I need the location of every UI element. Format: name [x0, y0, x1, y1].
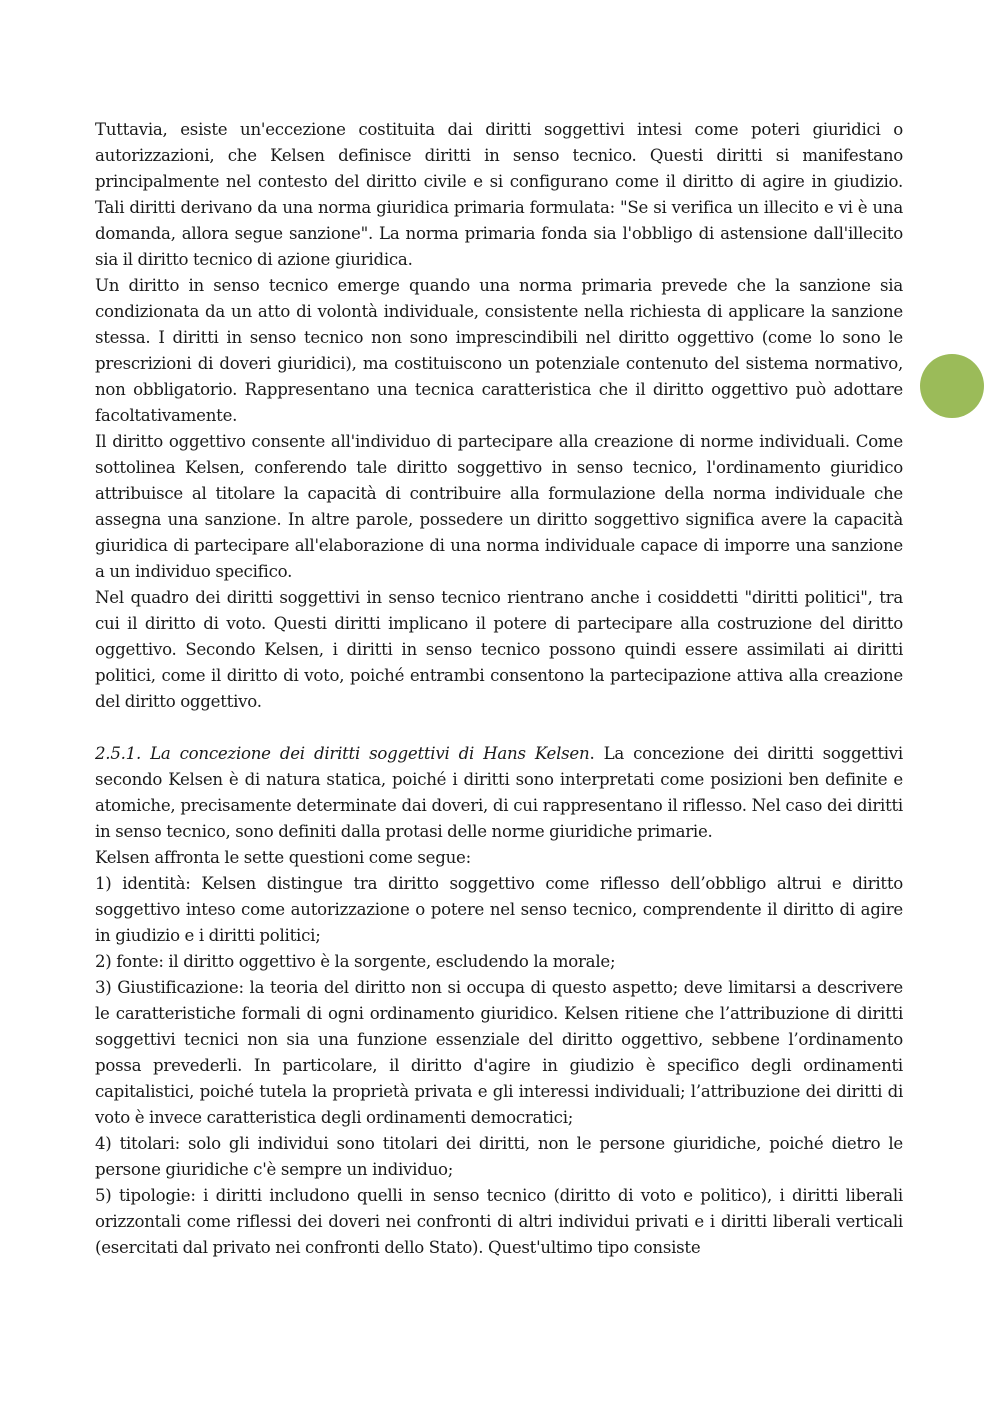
- list-item: 1) identità: Kelsen distingue tra diritto soggettivo come riflesso dell’obbligo altrui e diritto soggettivo inteso come autorizzazione o potere nel senso tecnico, comprendente il diritto di agire in giudizio e i diritti politici;: [95, 874, 903, 945]
- paragraph: Il diritto oggettivo consente all'individuo di partecipare alla creazione di norme individuali. Come sottolinea Kelsen, conferendo tale diritto soggettivo in senso tecnico, l'ordinamento giuridico attribuisce al titolare la capacità di contribuire alla formulazione della norma individuale che assegna una sanzione. In altre parole, possedere un diritto soggettivo significa avere la capacità giuridica di partecipare all'elaborazione di una norma individuale capace di imporre una sanzione a un individuo specifico.: [95, 432, 903, 581]
- document-body: [95, 117, 903, 1261]
- list-item: 2) fonte: il diritto oggettivo è la sorgente, escludendo la morale;: [95, 952, 616, 971]
- paragraph: Nel quadro dei diritti soggettivi in senso tecnico rientrano anche i cosiddetti "diritti politici", tra cui il diritto di voto. Questi diritti implicano il potere di partecipare alla costruzione del diritto oggettivo. Secondo Kelsen, i diritti in senso tecnico possono quindi essere assimilati ai diritti politici, come il diritto di voto, poiché entrambi consentono la partecipazione attiva alla creazione del diritto oggettivo.: [95, 588, 903, 711]
- list-item: 5) tipologie: i diritti includono quelli in senso tecnico (diritto di voto e politico), i diritti liberali orizzontali come riflessi dei doveri nei confronti di altri individui privati e i diritti liberali verticali (esercitati dal privato nei confronti dello Stato). Quest'ultimo tipo consiste: [95, 1186, 903, 1257]
- margin-marker-dot: [920, 354, 984, 418]
- paragraph: Tuttavia, esiste un'eccezione costituita dai diritti soggettivi intesi come poteri giuridici o autorizzazioni, che Kelsen definisce diritti in senso tecnico. Questi diritti si manifestano principalmente nel contesto del diritto civile e si configurano come il diritto di agire in giudizio. Tali diritti derivano da una norma giuridica primaria formulata: "Se si verifica un illecito e vi è una domanda, allora segue sanzione". La norma primaria fonda sia l'obbligo di astensione dall'illecito sia il diritto tecnico di azione giuridica.: [95, 120, 903, 269]
- section-heading: 2.5.1. La concezione dei diritti soggettivi di Hans Kelsen: [95, 744, 590, 763]
- section-text: La concezione dei diritti soggettivi secondo Kelsen è di natura statica, poiché i diritti sono interpretati come posizioni ben definite e atomiche, precisamente determinate dai doveri, di cui rappresentano il riflesso. Nel caso dei diritti in senso tecnico, sono definiti dalla protasi delle norme giuridiche primarie.: [95, 744, 903, 841]
- section-heading-period: .: [589, 744, 595, 763]
- section-paragraph: [95, 741, 903, 845]
- list-item: 4) titolari: solo gli individui sono titolari dei diritti, non le persone giuridiche, poiché dietro le persone giuridiche c'è sempre un individuo;: [95, 1134, 903, 1179]
- paragraph: Un diritto in senso tecnico emerge quando una norma primaria prevede che la sanzione sia condizionata da un atto di volontà individuale, consistente nella richiesta di applicare la sanzione stessa. I diritti in senso tecnico non sono imprescindibili nel diritto oggettivo (come lo sono le prescrizioni di doveri giuridici), ma costituiscono un potenziale contenuto del sistema normativo, non obbligatorio. Rappresentano una tecnica caratteristica che il diritto oggettivo può adottare facoltativamente.: [95, 276, 903, 425]
- list-item: 3) Giustificazione: la teoria del diritto non si occupa di questo aspetto; deve limitarsi a descrivere le caratteristiche formali di ogni ordinamento giuridico. Kelsen ritiene che l’attribuzione di diritti soggettivi tecnici non sia una funzione essenziale del diritto oggettivo, sebbene l’ordinamento possa prevederli. In particolare, il diritto d'agire in giudizio è specifico degli ordinamenti capitalistici, poiché tutela la proprietà privata e gli interessi individuali; l’attribuzione dei diritti di voto è invece caratteristica degli ordinamenti democratici;: [95, 978, 903, 1127]
- paragraph-spacer: [95, 715, 903, 741]
- paragraph: Kelsen affronta le sette questioni come segue:: [95, 848, 471, 867]
